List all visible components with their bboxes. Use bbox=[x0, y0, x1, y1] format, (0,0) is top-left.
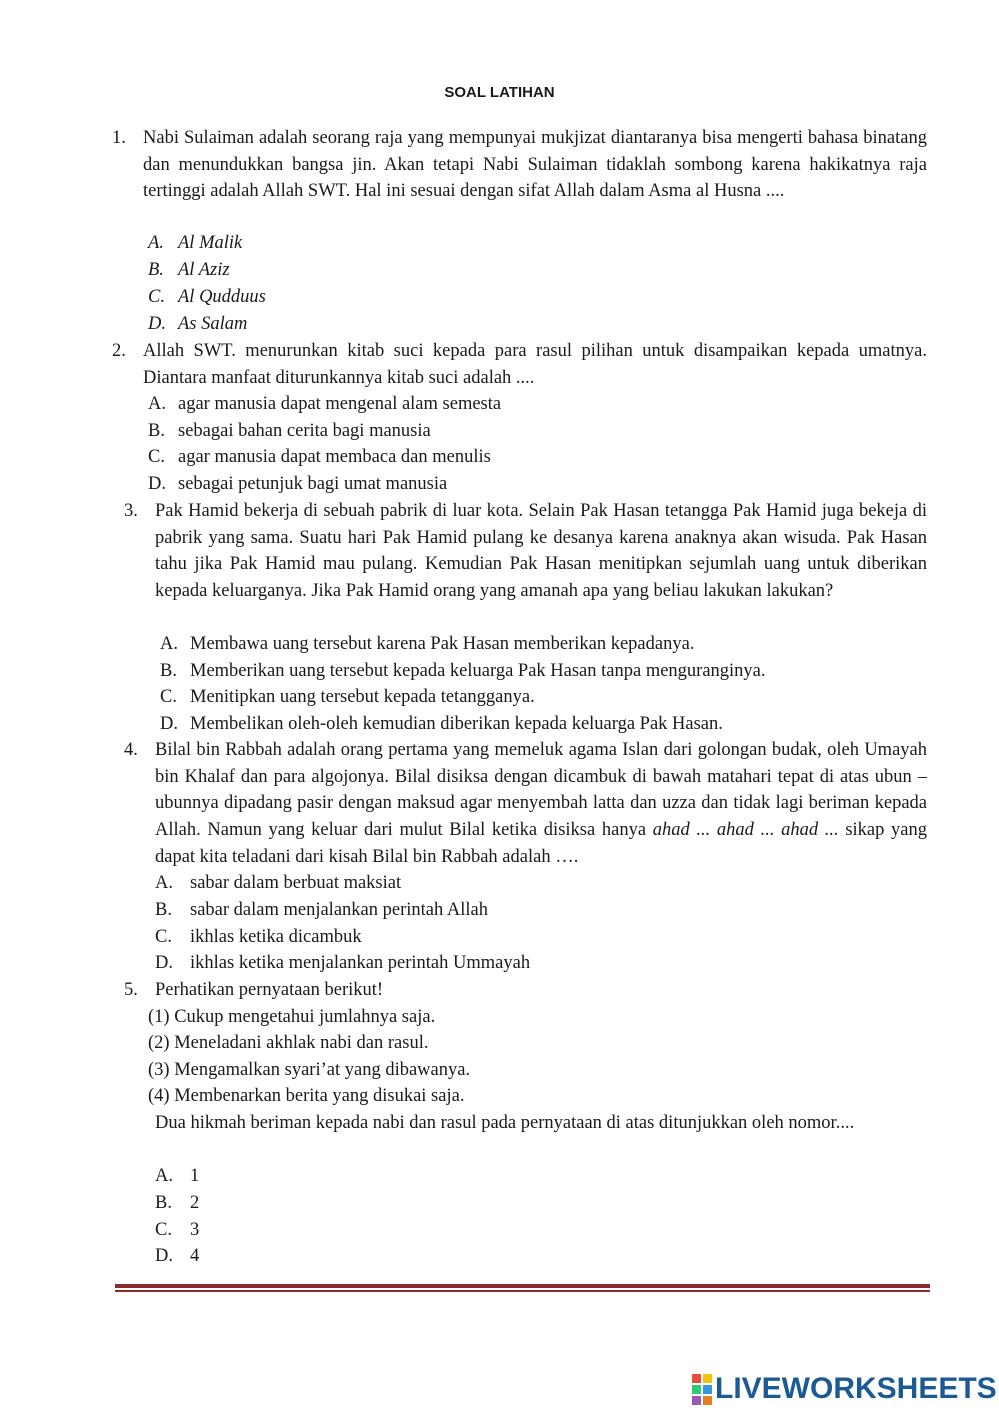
question-1 bbox=[112, 125, 927, 205]
question-number: 3. bbox=[124, 501, 138, 521]
question-3 bbox=[124, 498, 927, 605]
option-d[interactable]: D. ikhlas ketika menjalankan perintah Ummayah bbox=[155, 953, 531, 973]
question-text: Dua hikmah beriman kepada nabi dan rasul pada pernyataan di atas ditunjukkan oleh nomor.... bbox=[155, 1113, 855, 1133]
question-5-prompt bbox=[155, 1110, 900, 1137]
question-number: 2. bbox=[112, 341, 126, 361]
option-b[interactable]: B. sebagai bahan cerita bagi manusia bbox=[148, 421, 431, 441]
option-text: Al Malik bbox=[178, 233, 243, 253]
question-number: 1. bbox=[112, 128, 126, 148]
option-a[interactable]: A. Membawa uang tersebut karena Pak Hasan memberikan kepadanya. bbox=[160, 634, 695, 654]
option-text: Membelikan oleh-oleh kemudian diberikan kepada keluarga Pak Hasan. bbox=[190, 714, 723, 734]
option-c[interactable]: C. Menitipkan uang tersebut kepada tetangganya. bbox=[160, 687, 535, 707]
question-text: Nabi Sulaiman adalah seorang raja yang mempunyai mukjizat diantaranya bisa mengerti bahasa binatang dan menundukkan bangsa jin. Akan tetapi Nabi Sulaiman tidaklah sombong karena hakikatnya raja tertinggi adalah Allah SWT. Hal ini sesuai dengan sifat Allah dalam Asma al Husna .... bbox=[143, 128, 927, 202]
option-d[interactable]: D. As Salam bbox=[148, 314, 248, 334]
option-text: 1 bbox=[190, 1166, 200, 1186]
option-a[interactable]: A. Al Malik bbox=[148, 233, 243, 253]
logo-text: LIVEWORKSHEETS bbox=[715, 1372, 997, 1405]
option-text: Menitipkan uang tersebut kepada tetangganya. bbox=[190, 687, 535, 707]
option-text: Al Qudduus bbox=[178, 287, 266, 307]
question-4 bbox=[124, 737, 927, 871]
option-text: ikhlas ketika dicambuk bbox=[190, 927, 362, 947]
logo-blocks-icon bbox=[692, 1374, 712, 1405]
statement-2: (2) Meneladani akhlak nabi dan rasul. bbox=[148, 1033, 429, 1053]
question-2 bbox=[112, 338, 927, 391]
liveworksheets-logo[interactable] bbox=[692, 1372, 997, 1406]
option-c[interactable]: C. agar manusia dapat membaca dan menulis bbox=[148, 447, 491, 467]
question-text: Perhatikan pernyataan berikut! bbox=[155, 980, 384, 1000]
option-text: 4 bbox=[190, 1246, 200, 1266]
option-text: Memberikan uang tersebut kepada keluarga Pak Hasan tanpa menguranginya. bbox=[190, 661, 766, 681]
option-b[interactable]: B. Memberikan uang tersebut kepada keluarga Pak Hasan tanpa menguranginya. bbox=[160, 661, 766, 681]
question-text: Pak Hamid bekerja di sebuah pabrik di luar kota. Selain Pak Hasan tetangga Pak Hamid juga bekeja di pabrik yang sama. Suatu hari Pak Hamid pulang ke desanya karena anaknya akan wisuda. Pak Hasan tahu jika Pak Hamid mau pulang. Kemudian Pak Hasan menitipkan sejumlah uang untuk diberikan kepada keluarganya. Jika Pak Hamid orang yang amanah apa yang beliau lakukan lakukan? bbox=[155, 501, 927, 602]
option-c[interactable]: C. ikhlas ketika dicambuk bbox=[155, 927, 362, 947]
option-text: Al Aziz bbox=[178, 260, 230, 280]
option-a[interactable]: A. 1 bbox=[155, 1166, 200, 1186]
statement-1: (1) Cukup mengetahui jumlahnya saja. bbox=[148, 1007, 436, 1027]
option-d[interactable]: D. Membelikan oleh-oleh kemudian diberikan kepada keluarga Pak Hasan. bbox=[160, 714, 723, 734]
option-text: sabar dalam menjalankan perintah Allah bbox=[190, 900, 488, 920]
option-b[interactable]: B. sabar dalam menjalankan perintah Allah bbox=[155, 900, 488, 920]
option-text: ikhlas ketika menjalankan perintah Ummayah bbox=[190, 953, 531, 973]
footer-divider bbox=[115, 1284, 930, 1288]
option-text: agar manusia dapat membaca dan menulis bbox=[178, 447, 491, 467]
question-number: 5. bbox=[124, 980, 138, 1000]
question-text: Allah SWT. menurunkan kitab suci kepada para rasul pilihan untuk disampaikan kepada umatnya. Diantara manfaat diturunkannya kitab suci adalah .... bbox=[143, 341, 927, 388]
statement-3: (3) Mengamalkan syari’at yang dibawanya. bbox=[148, 1060, 471, 1080]
option-c[interactable]: C. Al Qudduus bbox=[148, 287, 266, 307]
page-title: SOAL LATIHAN bbox=[444, 84, 555, 101]
statement-4: (4) Membenarkan berita yang disukai saja. bbox=[148, 1086, 465, 1106]
footer-divider-thin bbox=[115, 1290, 930, 1292]
option-a[interactable]: A. sabar dalam berbuat maksiat bbox=[155, 873, 402, 893]
option-d[interactable]: D. sebagai petunjuk bagi umat manusia bbox=[148, 474, 448, 494]
question-5 bbox=[124, 977, 927, 1004]
question-text: Bilal bin Rabbah adalah orang pertama yang memeluk agama Islan dari golongan budak, oleh Umayah bin Khalaf dan para algojonya. Bilal disiksa dengan dicambuk di bawah matahari tepat di atas ubun – ubunnya dipadang pasir dengan maksud agar menyembah latta dan uzza dan tidak lagi beriman kepada Allah. Namun yang keluar dari mulut Bilal ketika disiksa hanya ahad ... ahad ... ahad ... sikap yang dapat kita teladani dari kisah Bilal bin Rabbah adalah …. bbox=[155, 740, 927, 867]
italic-phrase: ahad ... ahad ... ahad ... bbox=[652, 820, 839, 841]
option-text: Membawa uang tersebut karena Pak Hasan memberikan kepadanya. bbox=[190, 634, 695, 654]
option-b[interactable]: B. Al Aziz bbox=[148, 260, 230, 280]
option-b[interactable]: B. 2 bbox=[155, 1193, 200, 1213]
option-text: agar manusia dapat mengenal alam semesta bbox=[178, 394, 502, 414]
option-text: sebagai bahan cerita bagi manusia bbox=[178, 421, 431, 441]
question-number: 4. bbox=[124, 740, 138, 760]
option-c[interactable]: C. 3 bbox=[155, 1220, 200, 1240]
option-text: 3 bbox=[190, 1220, 200, 1240]
option-d[interactable]: D. 4 bbox=[155, 1246, 200, 1266]
option-text: As Salam bbox=[178, 314, 248, 334]
option-text: 2 bbox=[190, 1193, 200, 1213]
option-text: sebagai petunjuk bagi umat manusia bbox=[178, 474, 448, 494]
option-text: sabar dalam berbuat maksiat bbox=[190, 873, 402, 893]
option-a[interactable]: A. agar manusia dapat mengenal alam semesta bbox=[148, 394, 502, 414]
